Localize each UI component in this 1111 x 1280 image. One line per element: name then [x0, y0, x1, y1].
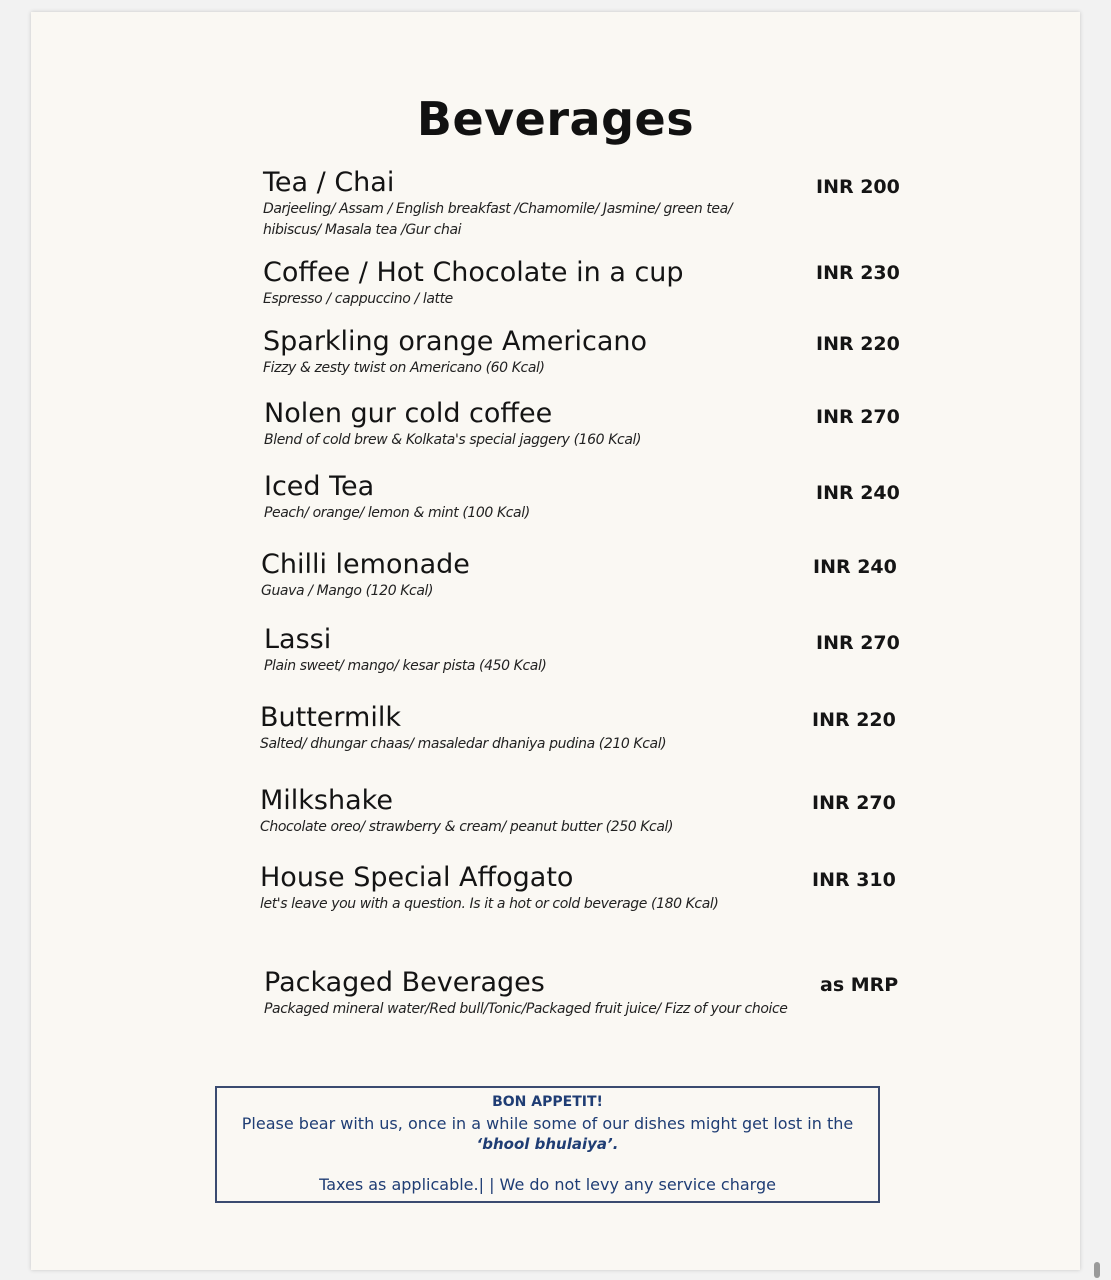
item-price: INR 310 [812, 869, 896, 891]
item-description: Chocolate oreo/ strawberry & cream/ peanut butter (250 Kcal) [260, 819, 674, 835]
item-price: INR 240 [813, 556, 897, 578]
item-description: let's leave you with a question. Is it a hot or cold beverage (180 Kcal) [260, 896, 719, 912]
item-name: Packaged Beverages [264, 967, 545, 998]
item-name: Iced Tea [264, 471, 375, 502]
item-price: as MRP [820, 974, 899, 996]
item-name: House Special Affogato [260, 862, 574, 893]
scrollbar-thumb[interactable] [1094, 1262, 1100, 1278]
item-price: INR 220 [816, 333, 900, 355]
item-description: Guava / Mango (120 Kcal) [261, 583, 434, 599]
menu-page [31, 12, 1080, 1270]
item-description: Blend of cold brew & Kolkata's special jaggery (160 Kcal) [264, 432, 642, 448]
bon-appetit-notice-box [215, 1086, 880, 1203]
item-description: Espresso / cappuccino / latte [263, 291, 453, 307]
menu-item-milkshake [260, 785, 820, 838]
menu-title: Beverages [416, 92, 695, 146]
item-price: INR 270 [816, 406, 900, 428]
item-name: Coffee / Hot Chocolate in a cup [263, 257, 684, 288]
item-price: INR 270 [812, 792, 896, 814]
item-name: Milkshake [260, 785, 393, 816]
menu-item-coffee [263, 257, 823, 310]
menu-item-nolen-gur-cold-coffee [264, 398, 824, 451]
item-description: Darjeeling/ Assam / English breakfast /Chamomile/ Jasmine/ green tea/ hibiscus/ Masala tea /Gur chai [263, 201, 733, 238]
item-name: Buttermilk [260, 702, 401, 733]
item-name: Lassi [264, 624, 332, 655]
menu-item-chilli-lemonade [261, 549, 821, 602]
item-price: INR 270 [816, 632, 900, 654]
item-name: Chilli lemonade [261, 549, 470, 580]
item-name: Nolen gur cold coffee [264, 398, 553, 429]
item-description: Peach/ orange/ lemon & mint (100 Kcal) [264, 505, 530, 521]
item-description: Salted/ dhungar chaas/ masaledar dhaniya pudina (210 Kcal) [260, 736, 667, 752]
item-description: Plain sweet/ mango/ kesar pista (450 Kcal) [264, 658, 547, 674]
menu-item-sparkling-orange-americano [263, 326, 823, 379]
item-price: INR 230 [816, 262, 900, 284]
menu-item-iced-tea [264, 471, 824, 524]
menu-item-packaged-beverages [264, 967, 864, 1020]
item-price: INR 220 [812, 709, 896, 731]
item-price: INR 200 [816, 176, 900, 198]
item-description: Fizzy & zesty twist on Americano (60 Kcal) [263, 360, 545, 376]
item-name: Sparkling orange Americano [263, 326, 648, 357]
item-price: INR 240 [816, 482, 900, 504]
menu-item-buttermilk [260, 702, 820, 755]
item-name: Tea / Chai [263, 167, 395, 198]
notice-title: BON APPETIT! [492, 1094, 603, 1110]
item-description: Packaged mineral water/Red bull/Tonic/Packaged fruit juice/ Fizz of your choice [264, 1001, 788, 1017]
notice-emphasis: ‘bhool bhulaiya’. [476, 1135, 619, 1153]
menu-item-lassi [264, 624, 824, 677]
notice-message: Please bear with us, once in a while some of our dishes might get lost in the [241, 1114, 854, 1133]
notice-taxes: Taxes as applicable.| | We do not levy any service charge [319, 1175, 776, 1194]
menu-item-tea-chai [263, 167, 763, 241]
menu-item-house-special-affogato [260, 862, 820, 915]
